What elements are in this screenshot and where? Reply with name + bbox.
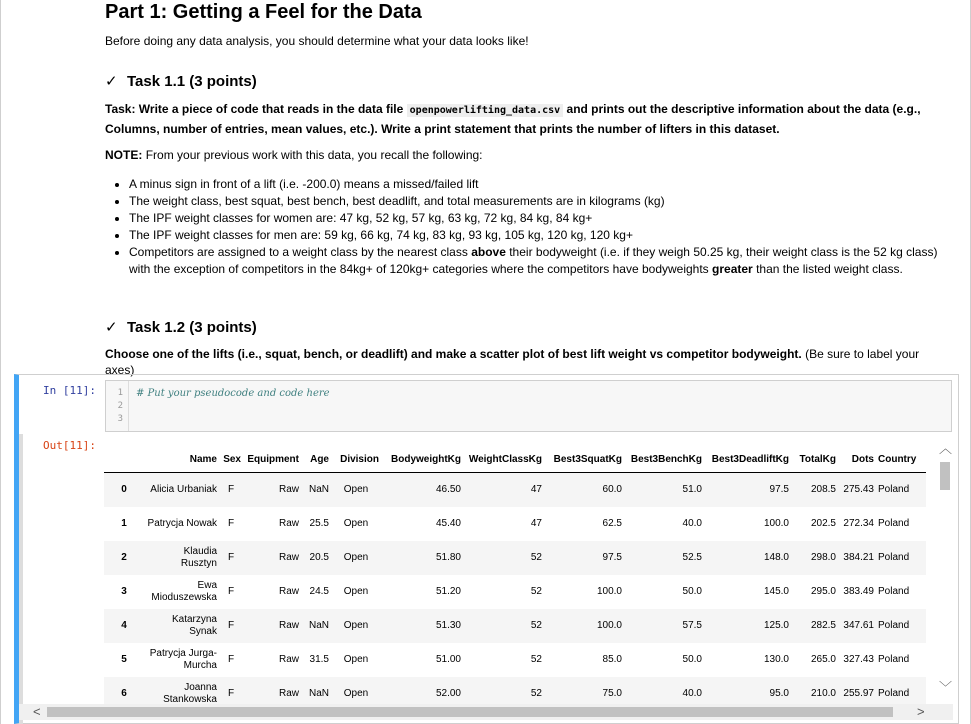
cell-country: Poland (878, 552, 910, 563)
table-header-row (104, 446, 926, 473)
cell-sex: F (227, 586, 235, 597)
cell-name: Ewa Mioduszewska (151, 579, 217, 603)
cell-sex: F (227, 518, 235, 529)
cell-name: Alicia Urbaniak (150, 483, 217, 495)
cell-dots: 383.49 (843, 586, 874, 597)
cell-deadlift: 130.0 (763, 654, 789, 665)
cell-country: Poland (878, 518, 910, 529)
cell-deadlift: 145.0 (763, 586, 789, 597)
task-1-1-text-a: Task: Write a piece of code that reads in the data file (105, 102, 404, 116)
column-header: Sex (219, 446, 243, 473)
cell-age: 31.5 (309, 654, 329, 665)
cell-total: 265.0 (810, 654, 836, 665)
check-icon: ✓ (105, 73, 118, 90)
column-header: Best3DeadliftKg (704, 446, 791, 473)
task-1-2-heading (105, 318, 257, 338)
table-row (104, 575, 926, 609)
check-icon: ✓ (105, 319, 118, 336)
cell-age: NaN (308, 688, 329, 699)
cell-weightclass: 52 (530, 552, 542, 563)
table-row (104, 609, 926, 643)
scroll-up-icon[interactable]: ︿ (939, 441, 953, 456)
list-item: • The IPF weight classes for men are: 59 kg, 66 kg, 74 kg, 83 kg, 93 kg, 105 kg, 120 kg, 120 kg+ (129, 227, 959, 244)
cell-equipment: Raw (278, 620, 299, 631)
cell-bodyweight: 52.00 (435, 688, 461, 699)
cell-bench: 40.0 (682, 688, 702, 699)
code-comment[interactable]: # Put your pseudocode and code here (136, 388, 330, 399)
task-1-1-text-b: and prints out the descriptive information about the data (e.g., Columns, number of entries, mean values, etc.). Write a print statement that prints the number of lifters in this dataset. (105, 102, 921, 136)
column-header: WeightClassKg (463, 446, 544, 473)
cell-squat: 100.0 (596, 586, 622, 597)
cell-bodyweight: 46.50 (435, 484, 461, 496)
row-index: 6 (121, 688, 127, 699)
cell-division: Open (343, 688, 369, 699)
cell-name: Klaudia Rusztyn (180, 545, 217, 569)
cell-country: Poland (878, 586, 910, 597)
cell-bodyweight: 51.00 (435, 654, 461, 665)
cell-deadlift: 148.0 (763, 552, 789, 563)
cell-weightclass: 47 (530, 484, 542, 496)
cell-deadlift: 125.0 (763, 620, 789, 631)
cell-age: 25.5 (309, 518, 329, 529)
table-row (104, 677, 926, 707)
cell-total: 298.0 (810, 552, 836, 563)
cell-bench: 50.0 (682, 654, 702, 665)
cell-sex: F (227, 620, 235, 631)
cell-total: 295.0 (810, 586, 836, 597)
cell-equipment: Raw (278, 552, 299, 563)
cell-dots: 384.21 (843, 552, 874, 563)
column-header: Name (144, 446, 219, 473)
list-item: • The weight class, best squat, best bench, best deadlift, and total measurements are in kilograms (kg) (129, 193, 959, 210)
note-paragraph (105, 147, 945, 163)
column-header: BodyweightKg (381, 446, 463, 473)
cell-bodyweight: 51.80 (435, 552, 461, 563)
cell-sex: F (227, 688, 235, 699)
cell-bench: 51.0 (682, 484, 702, 496)
table-row (104, 473, 926, 507)
cell-division: Open (343, 620, 369, 631)
cell-country: Poland (878, 620, 910, 631)
cell-equipment: Raw (278, 518, 299, 529)
column-header: Best3BenchKg (624, 446, 704, 473)
scroll-down-icon[interactable]: ﹀ (939, 680, 953, 695)
line-number: 2 (117, 401, 123, 411)
page-left-border (0, 0, 1, 724)
column-header (104, 446, 144, 473)
cell-squat: 85.0 (602, 654, 622, 665)
cell-equipment: Raw (278, 586, 299, 597)
horizontal-scrollbar[interactable] (19, 704, 953, 720)
list-item: • A minus sign in front of a lift (i.e. -200.0) means a missed/failed lift (129, 176, 959, 193)
cell-total: 202.5 (810, 518, 836, 529)
line-number-gutter (106, 381, 129, 431)
cell-bodyweight: 51.30 (435, 620, 461, 631)
task-1-2-bold: Choose one of the lifts (i.e., squat, bench, or deadlift) and make a scatter plot of best lift weight vs competitor bodyweight. (105, 347, 802, 361)
cell-bench: 52.5 (682, 552, 702, 563)
cell-dots: 327.43 (843, 654, 874, 665)
cell-age: NaN (308, 620, 329, 631)
dataframe-output[interactable] (104, 446, 938, 706)
cell-name: Patrycja Nowak (147, 517, 217, 529)
row-index: 3 (121, 586, 127, 597)
cell-dots: 255.97 (843, 688, 874, 699)
bullet5-part-a: Competitors are assigned to a weight class by the nearest class (129, 245, 468, 259)
note-label: NOTE: (105, 148, 143, 162)
row-index: 2 (121, 552, 127, 563)
cell-country: Poland (878, 654, 910, 665)
cell-total: 208.5 (810, 484, 836, 496)
cell-division: Open (343, 654, 369, 665)
cell-bench: 57.5 (682, 620, 702, 631)
cell-weightclass: 52 (530, 688, 542, 699)
section-title: Part 1: Getting a Feel for the Data (105, 1, 422, 23)
bullet5-part-e: than the listed weight class. (756, 262, 903, 276)
cell-squat: 62.5 (602, 518, 622, 529)
bullet5-bold-greater: greater (712, 262, 753, 276)
column-header: Division (331, 446, 381, 473)
cell-equipment: Raw (278, 484, 299, 496)
scroll-left-icon[interactable]: < (33, 704, 41, 719)
cell-weightclass: 52 (530, 654, 542, 665)
cell-bench: 50.0 (682, 586, 702, 597)
cell-squat: 60.0 (602, 484, 622, 496)
cell-squat: 97.5 (602, 552, 622, 563)
bullet5-part-c: their bodyweight (i.e. if they weigh 50.25 kg, their weight class is the 52 kg class) with the exception of competitors in the 84kg+ of 120kg+ categories where the competitors have bodyweights (129, 245, 938, 276)
cell-deadlift: 100.0 (763, 518, 789, 529)
column-header: Country (876, 446, 926, 473)
cell-division: Open (343, 484, 369, 496)
cell-squat: 75.0 (602, 688, 622, 699)
dataframe-table (104, 446, 926, 706)
cell-division: Open (343, 518, 369, 529)
cell-name: Patrycja Jurga-Murcha (149, 647, 217, 671)
cell-bench: 40.0 (682, 518, 702, 529)
bullet5-bold-above: above (471, 245, 506, 259)
cell-name: Joanna Stankowska (163, 681, 217, 705)
cell-equipment: Raw (278, 688, 299, 699)
cell-dots: 272.34 (843, 518, 874, 529)
task-1-2-heading-label: Task 1.2 (3 points) (127, 319, 257, 336)
cell-country: Poland (878, 484, 910, 496)
task-1-1-heading-label: Task 1.1 (3 points) (127, 73, 257, 90)
cell-division: Open (343, 552, 369, 563)
table-row (104, 541, 926, 575)
cell-age: 24.5 (309, 586, 329, 597)
cell-total: 282.5 (810, 620, 836, 631)
cell-deadlift: 95.0 (769, 688, 789, 699)
note-text: From your previous work with this data, you recall the following: (145, 148, 483, 162)
cell-dots: 347.61 (843, 620, 874, 631)
list-item: • The IPF weight classes for women are: 47 kg, 52 kg, 57 kg, 63 kg, 72 kg, 84 kg, 84 kg+ (129, 210, 959, 227)
list-item (129, 244, 959, 278)
vertical-scroll-thumb[interactable] (940, 462, 950, 490)
cell-bodyweight: 51.20 (435, 586, 461, 597)
row-index: 5 (121, 654, 127, 665)
cell-weightclass: 52 (530, 586, 542, 597)
cell-bodyweight: 45.40 (435, 518, 461, 529)
output-collapse-bar[interactable] (19, 434, 23, 724)
column-header: Equipment (243, 446, 301, 473)
cell-sex: F (227, 552, 235, 563)
code-editor[interactable] (105, 380, 952, 432)
table-row (104, 643, 926, 677)
cell-division: Open (343, 586, 369, 597)
cell-sex: F (227, 654, 235, 665)
task-1-1-heading (105, 72, 257, 92)
cell-weightclass: 52 (530, 620, 542, 631)
notes-list (113, 176, 959, 278)
row-index: 0 (121, 484, 127, 496)
table-row (104, 507, 926, 541)
cell-dots: 275.43 (843, 484, 874, 496)
cell-weightclass: 47 (530, 518, 542, 529)
scroll-right-icon[interactable]: > (917, 704, 925, 719)
cell-sex: F (227, 484, 235, 496)
row-index: 4 (121, 620, 127, 631)
column-header: TotalKg (791, 446, 838, 473)
line-number: 3 (117, 414, 123, 424)
cell-total: 210.0 (810, 688, 836, 699)
intro-text: Before doing any data analysis, you should determine what your data looks like! (105, 34, 529, 48)
cell-age: 20.5 (309, 552, 329, 563)
task-1-1-text (105, 100, 945, 138)
cell-age: NaN (308, 484, 329, 496)
row-index: 1 (121, 518, 127, 529)
output-prompt: Out[11]: (43, 439, 96, 452)
line-number: 1 (117, 388, 123, 398)
vertical-scrollbar[interactable] (938, 441, 953, 706)
cell-name: Katarzyna Synak (171, 613, 217, 637)
column-header: Age (301, 446, 331, 473)
data-filename: openpowerlifting_data.csv (407, 104, 564, 117)
input-prompt: In [11]: (43, 384, 96, 397)
task-1-2-normal: (Be sure to label your axes) (105, 347, 920, 377)
column-header: Dots (838, 446, 876, 473)
cell-equipment: Raw (278, 654, 299, 665)
cell-squat: 100.0 (596, 620, 622, 631)
horizontal-scroll-thumb[interactable] (47, 707, 893, 717)
cell-country: Poland (878, 688, 910, 699)
column-header: Best3SquatKg (544, 446, 624, 473)
cell-deadlift: 97.5 (769, 484, 789, 496)
